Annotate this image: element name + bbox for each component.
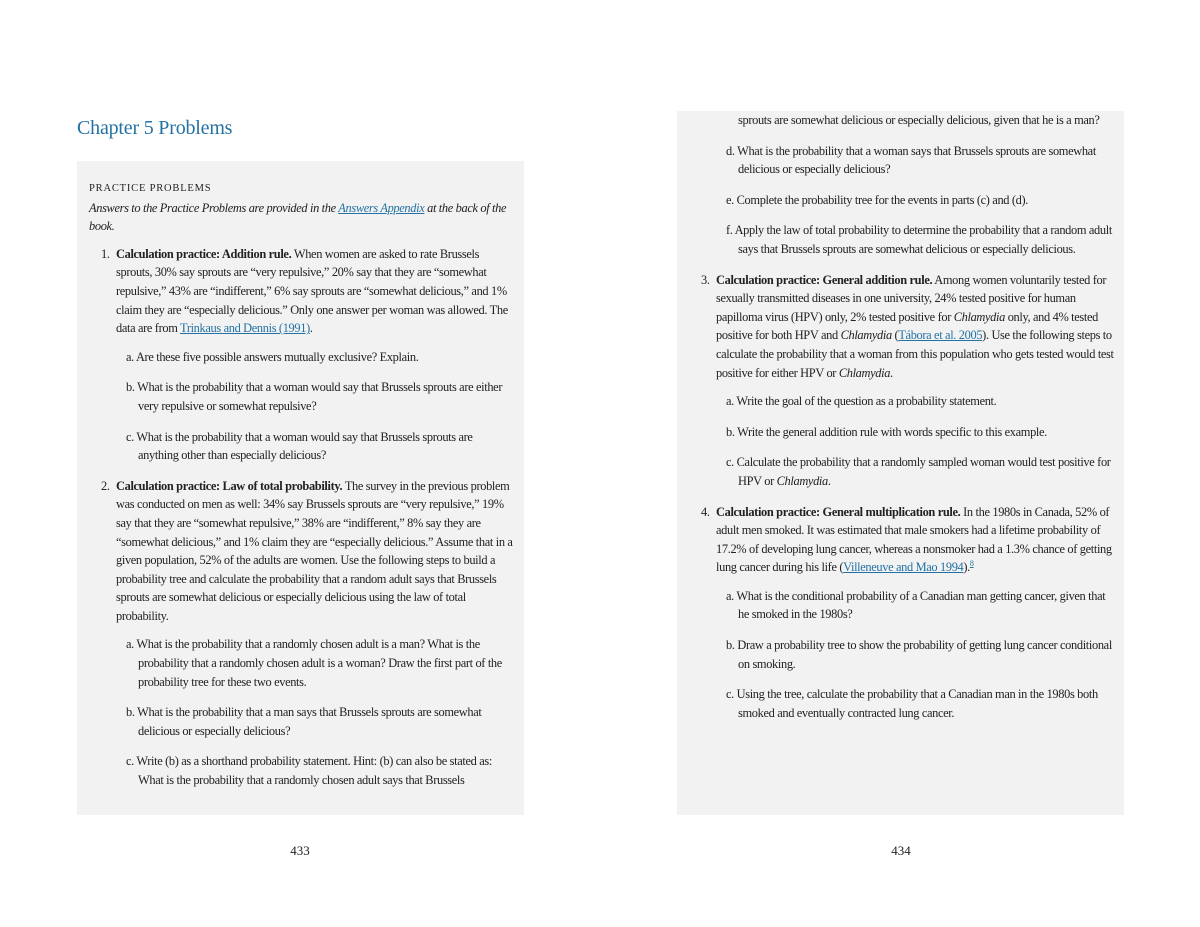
problem-number: 4. (701, 504, 710, 519)
villeneuve-mao-link[interactable]: Villeneuve and Mao 1994 (843, 560, 964, 575)
problem-2-part-c-continued: sprouts are somewhat delicious or especially delicious, given that he is a man? (738, 113, 1100, 127)
problem-title: Calculation practice: Law of total probability. (116, 478, 343, 493)
problem-2-part-e: e. Complete the probability tree for the events in parts (c) and (d). (726, 192, 1029, 207)
problem-4 (689, 503, 1114, 577)
problem-4-part-b: b. Draw a probability tree to show the probability of getting lung cancer conditional on smoking. (726, 638, 1112, 671)
section-label: PRACTICE PROBLEMS (89, 183, 212, 194)
problem-3-part-a: a. Write the goal of the question as a probability statement. (726, 394, 997, 409)
problem-number: 3. (701, 272, 710, 287)
trinkaus-dennis-link[interactable]: Trinkaus and Dennis (1991) (180, 321, 310, 336)
problem-3-part-b: b. Write the general addition rule with words specific to this example. (726, 424, 1047, 439)
practice-problems-box (77, 161, 524, 815)
chapter-title: Chapter 5 Problems (77, 117, 233, 139)
problem-1-part-a: a. Are these five possible answers mutually exclusive? Explain. (126, 349, 419, 364)
practice-problems-box (677, 111, 1124, 815)
page-number: 433 (290, 843, 310, 858)
intro-text: Answers to the Practice Problems are provided in the Answers Appendix at the back of the book. (89, 200, 507, 234)
problem-1 (89, 245, 514, 338)
problem-4-text: Calculation practice: General multiplication rule. In the 1980s in Canada, 52% of adult men smoked. It was estimated that male smokers had a lifetime probability of 17.2% of developing lung cancer, whereas a nonsmoker had a 1.3% chance of getting lung cancer during his life (Villeneuve and Mao 1994).$^8$ (716, 504, 1112, 575)
problem-2-part-c: c. Write (b) as a shorthand probability statement. Hint: (b) can also be stated as: What is the probability that a randomly chosen adult says that Brussels (126, 754, 492, 788)
problem-3-text: Calculation practice: General addition rule. Among women voluntarily tested for sexually transmitted diseases in one university, 24% tested positive for human papilloma virus (HPV) only, 2% tested positive for Chlamydia only, and 4% tested positive for both HPV and Chlamydia (Tábora et al. 2005). Use the following steps to calculate the probability that a woman from this population who gets tested would test positive for either HPV or Chlamydia. (716, 272, 1114, 380)
problem-title: Calculation practice: Addition rule. (116, 246, 292, 261)
problem-3-part-c: c. Calculate the probability that a randomly sampled woman would test positive for HPV or Chlamydia. (726, 455, 1111, 488)
answers-appendix-link[interactable]: Answers Appendix (338, 200, 425, 215)
problem-2-part-b: b. What is the probability that a man says that Brussels sprouts are somewhat delicious or especially delicious? (126, 705, 482, 738)
problem-2-text: Calculation practice: Law of total probability. The survey in the previous problem was conducted on men as well: 34% say Brussels sprouts are “very repulsive,” 19% say that they are “somewhat repulsive,” 38% are “indifferent,” 8% say they are “somewhat delicious,” and 1% claim they are “especially delicious.” Assume that in a given population, 52% of the adults are women. Use the following steps to build a probability tree and calculate the probability that a random adult says that Brussels sprouts are somewhat delicious or especially delicious using the law of total probability. (116, 478, 513, 623)
footnote-link[interactable]: 8 (969, 559, 974, 569)
problem-4-part-a: a. What is the conditional probability of a Canadian man getting cancer, given that he smoked in the 1980s? (726, 588, 1106, 622)
problem-1-text: Calculation practice: Addition rule. When women are asked to rate Brussels sprouts, 30% say sprouts are “very repulsive,” 20% say that they are “somewhat repulsive,” 43% are “indifferent,” 6% say sprouts are “somewhat delicious,” and 1% claim they are “especially delicious.” Only one answer per woman was allowed. The data are from Trinkaus and Dennis (1991). (116, 246, 508, 336)
problem-2-part-a: a. What is the probability that a randomly chosen adult is a man? What is the probability that a randomly chosen adult is a woman? Draw the first part of the probability tree for these two events. (126, 637, 502, 689)
right-page (600, 0, 1200, 927)
problem-2-part-d: d. What is the probability that a woman says that Brussels sprouts are somewhat delicious or especially delicious? (726, 143, 1096, 177)
problem-number: 2. (101, 478, 110, 493)
problem-1-part-c: c. What is the probability that a woman would say that Brussels sprouts are anything other than especially delicious? (126, 429, 473, 463)
problem-title: Calculation practice: General multiplication rule. (716, 504, 961, 519)
problem-number: 1. (101, 246, 110, 261)
tabora-link[interactable]: Tábora et al. 2005 (898, 328, 983, 343)
page-number: 434 (891, 843, 911, 858)
problem-title: Calculation practice: General addition rule. (716, 272, 933, 287)
problem-3 (689, 271, 1114, 383)
problem-4-part-c: c. Using the tree, calculate the probability that a Canadian man in the 1980s both smoked and eventually contracted lung cancer. (726, 687, 1098, 720)
problem-1-part-b: b. What is the probability that a woman would say that Brussels sprouts are either very repulsive or somewhat repulsive? (126, 380, 503, 413)
problem-2-part-f: f. Apply the law of total probability to determine the probability that a random adult says that Brussels sprouts are somewhat delicious or especially delicious. (726, 223, 1112, 256)
problem-2 (89, 477, 514, 626)
